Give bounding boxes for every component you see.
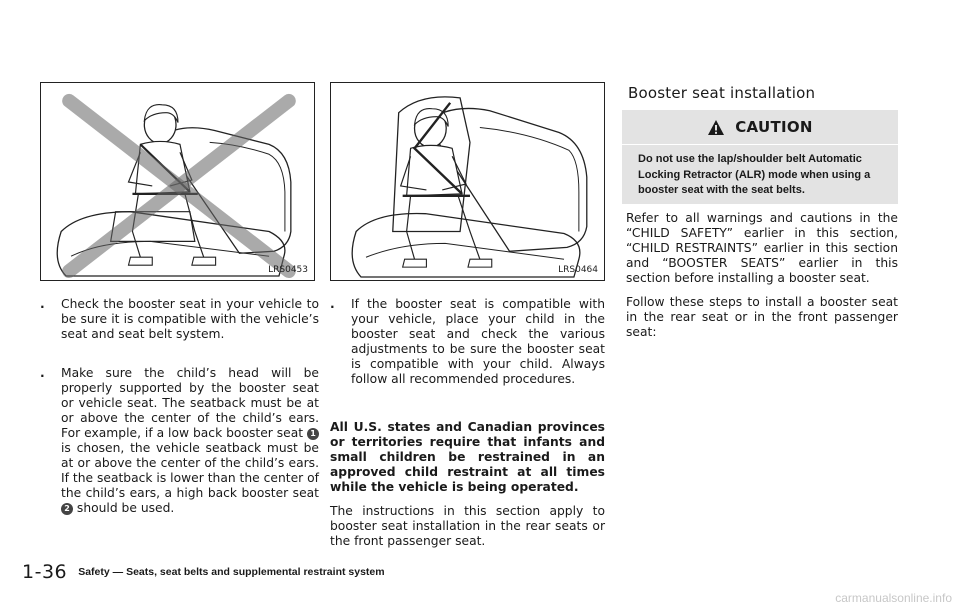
bullet-text [61, 366, 319, 516]
paragraph: Refer to all warnings and cautions in the “CHILD SAFETY” earlier in this section, “CHILD RESTRAINTS” earlier in this section and “BOOSTER SEATS” earlier in this section before installing a booster seat. [626, 211, 898, 285]
bullet-item [40, 366, 319, 516]
paragraph: Follow these steps to install a booster seat in the rear seat or in the front passenger seat: [626, 295, 898, 339]
illustration-child-booster-correct [331, 83, 604, 280]
bullet-text: If the booster seat is compatible with your vehicle, place your child in the booster seat and check the various adjustments to be sure the booster seat is compatible with your child. Always follow all recommended procedures. [351, 297, 605, 386]
bold-paragraph: All U.S. states and Canadian provinces or territories require that infants and small children be restrained in an approved child restraint at all times while the vehicle is being operated. [330, 420, 605, 494]
page-number: 1-36 [22, 561, 68, 583]
caution-box [622, 110, 898, 204]
bullet-text-part: should be used. [73, 501, 175, 515]
watermark: carmanualsonline.info [835, 591, 952, 605]
figure-code: LRS0453 [268, 265, 308, 275]
caution-text: Do not use the lap/shoulder belt Automatic Locking Retractor (ALR) mode when using a booster seat with the seat belts. [638, 153, 871, 196]
bullet-text-part: is chosen, the vehicle seatback must be at or above the center of the child’s ears. If the seatback is lower than the center of the child’s ears, a high back booster seat [61, 441, 319, 500]
callout-number-2: 2 [61, 503, 73, 515]
callout-number-1: 1 [307, 428, 319, 440]
footer-title: Safety — Seats, seat belts and supplemental restraint system [78, 566, 385, 578]
caution-header [622, 110, 898, 145]
warning-triangle-icon [707, 119, 725, 136]
bullet-symbol: . [330, 297, 335, 311]
figure-correct-booster [330, 82, 605, 281]
page-footer [22, 561, 385, 583]
figure-code: LRS0464 [558, 265, 598, 275]
caution-label: CAUTION [735, 118, 813, 136]
section-title: Booster seat installation [628, 84, 816, 102]
bullet-text-part: Make sure the child’s head will be properly supported by the booster seat or vehicle seat. The seatback must be at or above the center of the child’s ears. For example, if a low back booster seat [61, 366, 319, 440]
paragraph: The instructions in this section apply to booster seat installation in the rear seats or the front passenger seat. [330, 504, 605, 548]
bullet-text: Check the booster seat in your vehicle to be sure it is compatible with the vehicle’s seat and seat belt system. [61, 297, 319, 341]
illustration-child-booster-crossed [41, 83, 314, 280]
bullet-symbol: . [40, 366, 45, 380]
bullet-item [40, 297, 319, 342]
bullet-item [330, 297, 605, 387]
figure-incorrect-booster [40, 82, 315, 281]
bullet-symbol: . [40, 297, 45, 311]
